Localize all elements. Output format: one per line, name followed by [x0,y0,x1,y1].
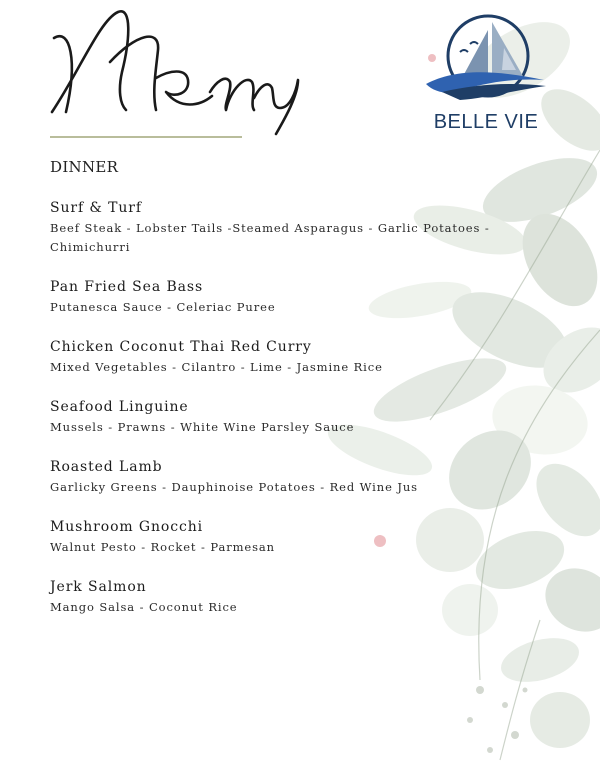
menu-item [50,397,570,437]
menu-item-description: Mango Salsa - Coconut Rice [50,600,238,614]
menu-item-description: Beef Steak - Lobster Tails -Steamed Asparagus - Garlic Potatoes - Chimichurri [50,221,490,254]
page-title [40,0,310,140]
menu-item [50,198,570,257]
menu-item-name: Jerk Salmon [50,579,147,595]
menu-item [50,277,570,317]
title-underline [50,136,242,138]
menu-item-description: Garlicky Greens - Dauphinoise Potatoes - Red Wine Jus [50,480,418,494]
menu-item-name: Roasted Lamb [50,459,163,475]
menu-item-description: Mixed Vegetables - Cilantro - Lime - Jasmine Rice [50,360,383,374]
menu-item [50,517,570,557]
menu-item-description: Walnut Pesto - Rocket - Parmesan [50,540,275,554]
sailboat-logo-icon [416,8,556,108]
menu-item [50,337,570,377]
menu-item-description: Mussels - Prawns - White Wine Parsley Sauce [50,420,355,434]
menu-item [50,577,570,617]
menu-item-name: Surf & Turf [50,200,142,216]
menu-item [50,457,570,497]
menu-item-name: Pan Fried Sea Bass [50,279,204,295]
menu-item-description: Putanesca Sauce - Celeriac Puree [50,300,276,314]
section-heading-dinner: DINNER [50,158,119,176]
menu-item-name: Chicken Coconut Thai Red Curry [50,339,312,355]
brand-logo [416,8,556,138]
brand-name: BELLE VIE [433,111,539,133]
menu-item-name: Mushroom Gnocchi [50,519,204,535]
menu-item-name: Seafood Linguine [50,399,189,415]
menu-item-list [50,198,570,637]
